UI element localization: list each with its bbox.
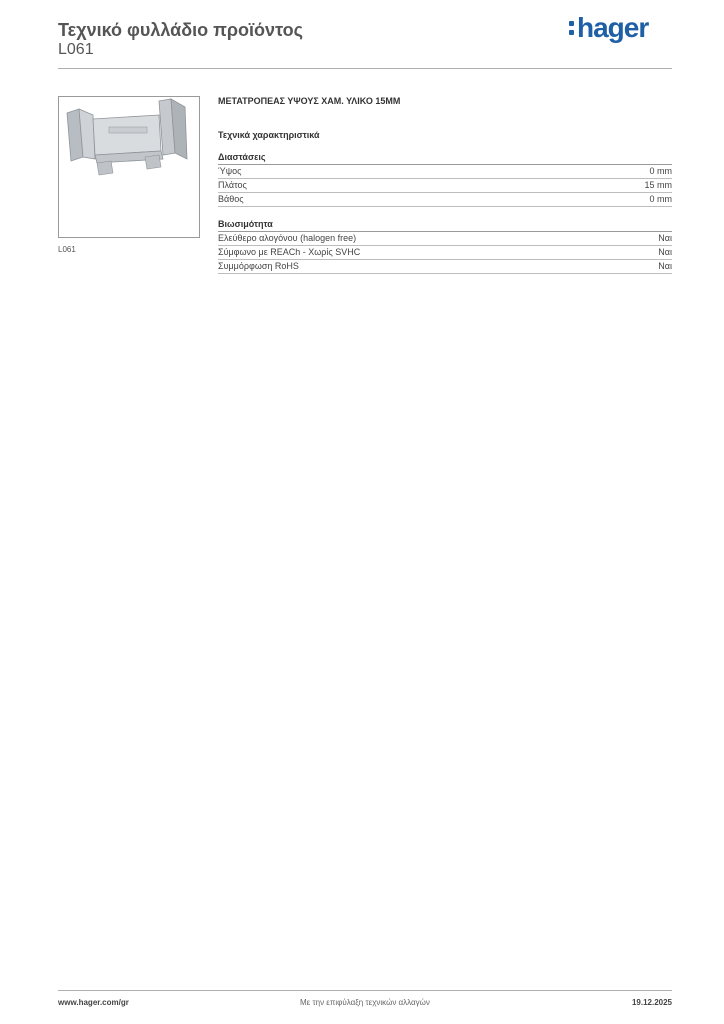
page-title: Τεχνικό φυλλάδιο προϊόντος [58,20,303,40]
tech-title: Τεχνικά χαρακτηριστικά [218,130,320,140]
sustainability-title: Βιωσιμότητα [218,219,672,232]
row-label: Ύψος [218,166,242,176]
product-name: ΜΕΤΑΤΡΟΠΕΑΣ ΥΨΟΥΣ ΧΑΜ. ΥΛΙΚΟ 15ΜΜ [218,96,401,106]
footer-note: Με την επιφύλαξη τεχνικών αλλαγών [300,998,430,1007]
row-value: Ναι [658,247,672,257]
table-row [218,246,672,260]
hager-logo [569,14,648,42]
table-row [218,179,672,193]
footer-divider [58,990,672,991]
image-caption: L061 [58,245,76,254]
table-row [218,165,672,179]
row-value: 0 mm [649,166,672,176]
product-code: L061 [58,41,94,58]
row-value: 0 mm [649,194,672,204]
row-label: Ελεύθερο αλογόνου (halogen free) [218,233,357,243]
row-label: Βάθος [218,194,244,204]
row-label: Σύμφωνο με REACh - Χωρίς SVHC [218,247,361,257]
table-row [218,193,672,207]
dimensions-title: Διαστάσεις [218,152,672,165]
footer-url-link[interactable]: www.hager.com/gr [58,998,129,1007]
table-row [218,260,672,274]
logo-text: hager [577,12,649,43]
footer-date: 19.12.2025 [631,998,672,1007]
sustainability-group [218,219,672,274]
dimensions-group [218,152,672,207]
spec-section [218,96,672,274]
logo-dots-icon [569,21,574,35]
row-value: Ναι [658,261,672,271]
product-bracket-icon [59,97,199,237]
row-value: 15 mm [644,180,672,190]
row-label: Πλάτος [218,180,247,190]
row-label: Συμμόρφωση RoHS [218,261,299,271]
table-row [218,232,672,246]
header-divider [58,68,672,69]
row-value: Ναι [658,233,672,243]
product-image [58,96,200,238]
